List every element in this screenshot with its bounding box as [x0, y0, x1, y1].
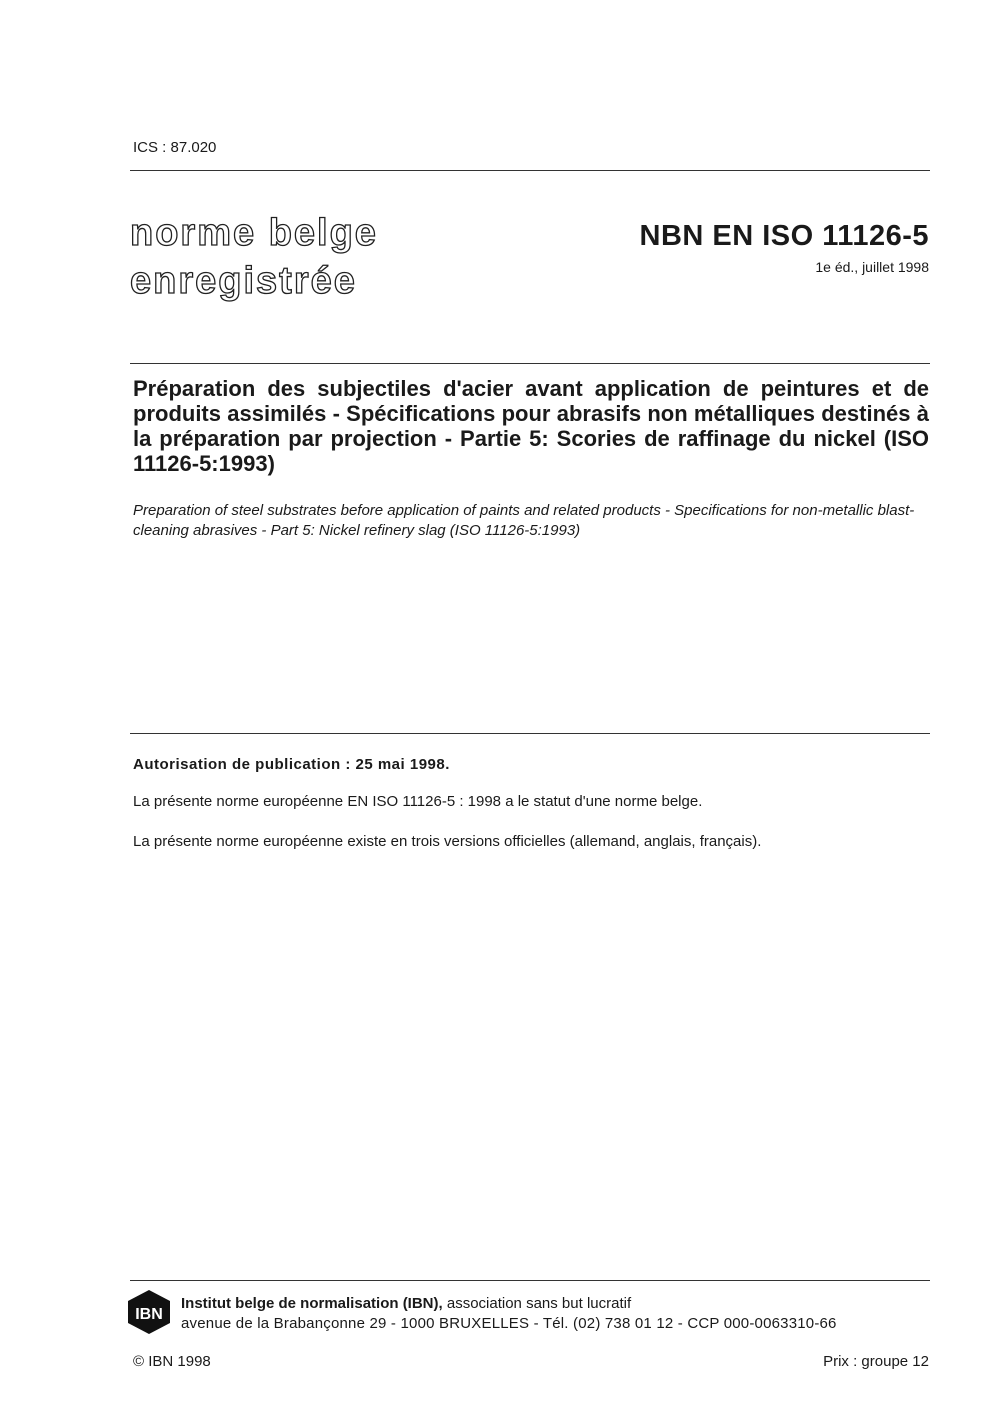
- english-title: Preparation of steel substrates before application of paints and related products - Specifications for non-metallic blast-cleaning abrasives - Part 5: Nickel refinery slag (ISO 11126-5:1993): [133, 502, 915, 539]
- ibn-logo: [126, 1289, 172, 1335]
- price-group: Prix : groupe 12: [823, 1353, 929, 1370]
- french-title: Préparation des subjectiles d'acier avant application de peintures et de produits assimilés - Spécifications pour abrasifs non métalliques destinés à la préparation par projection - Partie 5: Scories de raffinage du nickel (ISO 11126-5:1993): [133, 376, 929, 476]
- copyright: © IBN 1998: [133, 1353, 211, 1370]
- svg-text:IBN: IBN: [135, 1306, 163, 1323]
- brand-line-2: enregistrée: [130, 260, 357, 302]
- top-rule: [130, 170, 930, 171]
- title-top-rule: [130, 363, 930, 364]
- standard-number: NBN EN ISO 11126-5: [639, 220, 929, 252]
- status-statement: La présente norme européenne EN ISO 11126-5 : 1998 a le statut d'une norme belge.: [133, 793, 703, 810]
- edition-date: 1e éd., juillet 1998: [815, 259, 929, 275]
- ics-code: ICS : 87.020: [133, 139, 217, 156]
- title-bottom-rule: [130, 733, 930, 734]
- institute-description: association sans but lucratif: [442, 1295, 632, 1312]
- versions-statement: La présente norme européenne existe en trois versions officielles (allemand, anglais, français).: [133, 833, 762, 850]
- publication-authorization: Autorisation de publication : 25 mai 1998.: [133, 756, 450, 773]
- institute-address: avenue de la Brabançonne 29 - 1000 BRUXELLES - Tél. (02) 738 01 12 - CCP 000-0063310-66: [181, 1315, 837, 1332]
- brand-line-1: norme belge: [130, 212, 378, 254]
- footer-rule: [130, 1280, 930, 1281]
- institute-line: [181, 1295, 631, 1312]
- institute-name: Institut belge de normalisation (IBN),: [181, 1295, 443, 1312]
